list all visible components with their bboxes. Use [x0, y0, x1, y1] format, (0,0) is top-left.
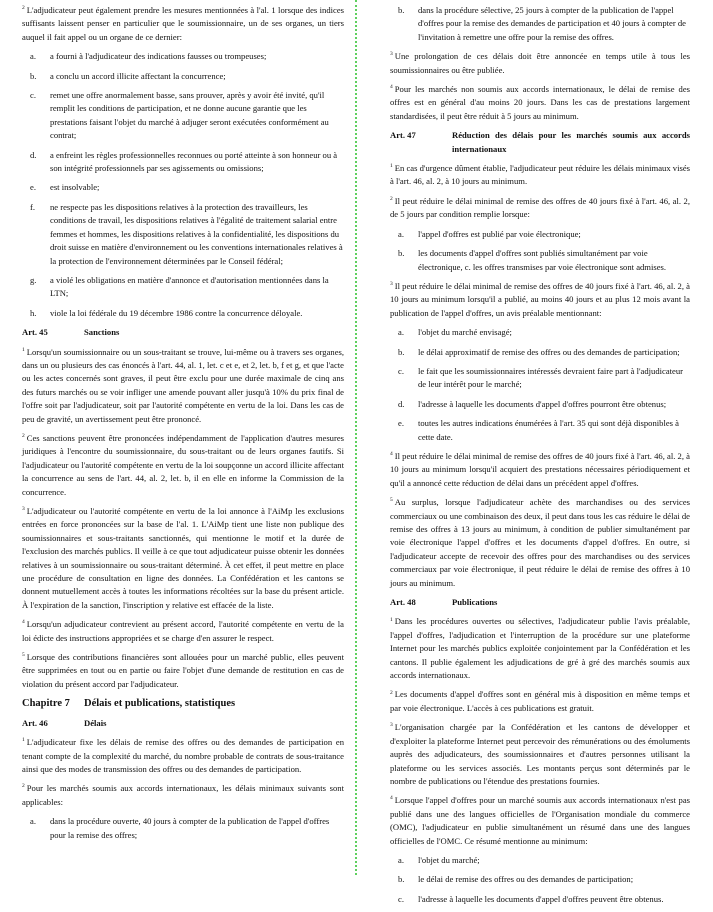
paragraph	[390, 496, 690, 590]
paragraph	[390, 195, 690, 222]
paragraph	[390, 280, 690, 320]
list-item	[22, 89, 344, 143]
article-title: Publications	[452, 597, 498, 608]
paragraph	[22, 618, 344, 645]
paragraph	[22, 432, 344, 499]
list-item-text: les documents d'appel d'offres sont publiés simultanément par voie électronique, c. les offres transmises par voie électronique sont admises.	[418, 248, 667, 272]
paragraph	[390, 794, 690, 848]
list-item	[390, 873, 690, 886]
list-item-text: a violé les obligations en matière d'annonce et d'autorisation mentionnées dans la LTN;	[50, 274, 329, 299]
art48-list	[390, 854, 690, 906]
para-number: 4	[390, 451, 393, 458]
list-item	[22, 274, 344, 301]
article-heading	[22, 326, 344, 339]
list-item-label: a.	[30, 51, 36, 62]
list-item	[390, 4, 690, 44]
paragraph	[390, 688, 690, 715]
paragraph	[390, 83, 690, 123]
art46-paragraphs	[22, 736, 344, 809]
para-number: 1	[22, 346, 25, 353]
para-text: L'adjudicateur peut également prendre les mesures mentionnées à l'al. 1 lorsque des indices suffisants laissent penser en particulier que le soumissionnaire, un de ses organes, un tiers auquel il fait appel ou un organe de ce dernier:	[22, 5, 344, 42]
para-text: Ces sanctions peuvent être prononcées indépendamment de l'application d'autres mesures juridiques à l'encontre du soumissionnaire, du sous-traitant ou de leurs organes fautifs. Si l'adjudicateur ou l'autorité compétente en vertu de la loi soupçonne un accord illicite affectant la concurrence au sens de l'art. 44, al. 2, let. b, il en elle en informe la Commission de la concurrence.	[22, 432, 344, 497]
art46-list-continued	[390, 4, 690, 44]
list-item	[390, 247, 690, 274]
paragraph	[22, 505, 344, 612]
chapter-number: Chapitre 7	[22, 698, 70, 710]
list-item	[390, 365, 690, 392]
para-number: 3	[390, 722, 393, 729]
para-text: Les documents d'appel d'offres sont en général mis à disposition en même temps et par voie électronique. L'accès à ces publications est gratuit.	[390, 689, 690, 713]
paragraph	[390, 721, 690, 788]
list-item-label: b.	[30, 70, 37, 81]
list-item-label: b.	[398, 248, 405, 259]
list-item	[22, 181, 344, 194]
list-item-label: c.	[398, 365, 404, 376]
para-number: 5	[22, 652, 25, 659]
paragraph	[22, 736, 344, 776]
para-number: 2	[22, 5, 25, 12]
para-text: Lorsque l'appel d'offres pour un marché soumis aux accords internationaux n'est pas publié dans une des langues officielles de l'Organisation mondiale du commerce (OMC), l'adjudicateur en publie simultanément un résumé dans une des langues officielles de l'OMC. Ce résumé mentionne au minimum:	[390, 795, 690, 846]
list-item	[22, 201, 344, 268]
art45-paragraphs	[22, 346, 344, 692]
article-title: Sanctions	[84, 327, 120, 338]
left-column	[22, 4, 344, 848]
paragraph	[390, 615, 690, 682]
list-item-label: c.	[30, 90, 36, 101]
paragraph	[390, 50, 690, 77]
art46-paragraphs-continued	[390, 50, 690, 123]
para-number: 2	[390, 689, 393, 696]
article-number: Art. 46	[22, 717, 48, 728]
list-item-label: a.	[398, 228, 404, 239]
para-text: Pour les marchés soumis aux accords internationaux, les délais minimaux suivants sont applicables:	[22, 783, 344, 807]
para-text: Une prolongation de ces délais doit être annoncée en temps utile à tous les soumissionnaires ou être publiée.	[390, 51, 690, 75]
list-item-text: le délai de remise des offres ou des demandes de participation;	[418, 874, 634, 885]
list-item-text: l'adresse à laquelle les documents d'appel d'offres peuvent être obtenus.	[418, 893, 664, 904]
article-number: Art. 47	[390, 130, 416, 141]
list-item-label: g.	[30, 274, 37, 285]
para-number: 2	[22, 433, 25, 440]
list-item	[22, 50, 344, 63]
art47-para-4	[390, 450, 690, 490]
para-number: 1	[22, 737, 25, 744]
art44-list	[22, 50, 344, 320]
list-item-text: toutes les autres indications énumérées à l'art. 35 qui sont déjà disponibles à cette date.	[418, 418, 679, 442]
article-heading	[22, 717, 344, 730]
article-number: Art. 45	[22, 327, 48, 338]
list-item-text: a enfreint les règles professionnelles reconnues ou porté atteinte à son honneur ou à son intégrité professionnels par ses agissements ou omissions;	[50, 149, 338, 174]
list-item	[390, 398, 690, 411]
list-item-label: b.	[398, 874, 405, 885]
list-item-label: a.	[398, 854, 404, 865]
para-number: 4	[390, 795, 393, 802]
list-item-text: l'appel d'offres est publié par voie électronique;	[418, 228, 581, 239]
list-item	[390, 228, 690, 241]
art46-list	[22, 815, 344, 842]
art47-para-1	[390, 162, 690, 189]
list-item	[22, 70, 344, 83]
list-item-label: e.	[30, 182, 36, 193]
para-number: 2	[390, 196, 393, 203]
para-text: L'adjudicateur fixe les délais de remise des offres ou des demandes de participation en tenant compte de la complexité du marché, du nombre probable de contrats de sous-traitance ainsi que des modes de transmission des offres ou des demandes de participation.	[22, 737, 344, 774]
para-text: L'adjudicateur ou l'autorité compétente en vertu de la loi annonce à l'AiMp les exclusions entrées en force prononcées sur la base de l'al. 1. L'AiMp tient une liste non publique des soumissionnaires et sous-traitants sanctionnés, qui mentionne le motif et la durée de l'exclusion des marchés publics. Il veille à ce que tout adjudicateur puisse obtenir les données relatives à un soumissionnaire ou sous-traitant déterminé. À cet effet, il peut mettre en place une procédure de consultation en ligne des données. La Confédération et les cantons se donnent mutuellement accès à toutes les informations récoltées sur la base du présent article. À l'expiration de la sanction, l'inscription y relative est effacée de la liste.	[22, 506, 344, 610]
art48-paragraphs	[390, 615, 690, 848]
column-divider	[355, 0, 357, 875]
list-item-label: d.	[398, 398, 405, 409]
art47-list-3	[390, 326, 690, 444]
list-item-label: a.	[398, 327, 404, 338]
paragraph	[22, 782, 344, 809]
list-item-text: a fourni à l'adjudicateur des indications fausses ou trompeuses;	[50, 51, 267, 62]
article-heading	[390, 129, 690, 156]
para-number: 2	[22, 783, 25, 790]
list-item-label: b.	[398, 5, 405, 15]
list-item	[22, 307, 344, 320]
list-item-label: a.	[30, 816, 36, 827]
list-item	[390, 326, 690, 339]
paragraph	[390, 450, 690, 490]
para-text: Au surplus, lorsque l'adjudicateur achète des marchandises ou des services commerciaux ou une combinaison des deux, il peut dans tous les cas réduire le délai de remise des offres à 13 jours au minimum, à condition de publier simultanément par voie électronique l'appel d'offres et les documents d'appel d'offres. En outre, si l'adjudicateur accepte de recevoir des offres pour des marchandises ou des services commerciaux par voie électronique, il peut réduire le délai de remise des offres à 10 jours au minimum.	[390, 497, 690, 588]
list-item-text: est insolvable;	[50, 182, 100, 193]
para-text: Il peut réduire le délai minimal de remise des offres de 40 jours fixé à l'art. 46, al. 2, à 10 jours au minimum lorsqu'il a publié, au moins 40 jours et au plus 12 mois avant la publication de l'appel d'offres, un avis préalable mentionnant:	[390, 280, 690, 318]
art47-para-5	[390, 496, 690, 590]
list-item-text: remet une offre anormalement basse, sans prouver, après y avoir été invité, qu'il remplit les conditions de participation, et ne donne aucune garantie que les prestations faisant l'objet du marché à adjuger seront exécutées conformément au contrat;	[50, 90, 329, 141]
paragraph	[22, 651, 344, 691]
list-item-text: viole la loi fédérale du 19 décembre 1986 contre la concurrence déloyale.	[50, 307, 303, 318]
para-text: Lorsqu'un soumissionnaire ou un sous-traitant se trouve, lui-même ou à travers ses organes, dans un ou plusieurs des cas énoncés à l'art. 44, al. 1, let. c et e, et 2, let. b, f et g, et que l'acte ou les actes concernés sont graves, il peut être exclu pour une durée maximale de cinq ans des futurs marchés ou se voir infliger une amende pouvant aller jusqu'à 10% du prix final de l'offre soit par l'adjudicateur, soit par l'autorité compétente en vertu de la loi. Dans les cas de peu de gravité, un avertissement peut être prononcé.	[22, 346, 344, 424]
list-item-text: dans la procédure ouverte, 40 jours à compter de la publication de l'appel d'offres pour la remise des offres;	[50, 816, 330, 840]
article-title: Réduction des délais pour les marchés soumis aux accords internationaux	[452, 130, 690, 154]
article-number: Art. 48	[390, 597, 416, 608]
list-item	[22, 815, 344, 842]
list-item	[390, 417, 690, 444]
para-number: 4	[390, 84, 393, 91]
chapter-heading	[22, 697, 344, 710]
list-item-label: b.	[398, 346, 405, 357]
list-item-text: l'objet du marché;	[418, 854, 480, 865]
para-text: Lorsqu'un adjudicateur contrevient au présent accord, l'autorité compétente en vertu de la loi édicte des instructions appropriées et se charge d'en assurer le respect.	[22, 619, 344, 643]
para-text: Dans les procédures ouvertes ou sélectives, l'adjudicateur publie l'avis préalable, l'appel d'offres, l'adjudication et l'interruption de la procédure sur une plateforme Internet pour les marchés publics exploitée conjointement par la Confédération et les cantons. Il publie également les adjudications de gré à gré des marchés soumis aux accords internationaux.	[390, 616, 690, 681]
list-item-text: l'adresse à laquelle les documents d'appel d'offres pourront être obtenus;	[418, 398, 667, 409]
art47-para-3	[390, 280, 690, 320]
right-column	[390, 4, 690, 912]
para-text: Il peut réduire le délai minimal de remise des offres de 40 jours fixé à l'art. 46, al. 2, de 5 jours par condition remplie lorsque:	[390, 195, 690, 220]
list-item-label: h.	[30, 307, 37, 318]
list-item-label: c.	[398, 893, 404, 904]
art44-para-2	[22, 4, 344, 44]
para-text: Il peut réduire le délai minimal de remise des offres de 40 jours fixé à l'art. 46, al. 2, à 10 jours au minimum lorsqu'il acquiert des prestations nécessaires périodiquement et qu'il a annoncé cette réduction de délai dans un précédent appel d'offres.	[390, 450, 690, 488]
list-item-text: l'objet du marché envisagé;	[418, 327, 512, 338]
para-number: 3	[390, 281, 393, 288]
paragraph	[22, 346, 344, 426]
list-item-text: a conclu un accord illicite affectant la concurrence;	[50, 70, 226, 81]
list-item-text: le délai approximatif de remise des offres ou des demandes de participation;	[418, 346, 680, 357]
para-number: 4	[22, 619, 25, 626]
para-number: 3	[390, 51, 393, 58]
paragraph	[390, 162, 690, 189]
list-item-label: d.	[30, 149, 37, 160]
list-item-text: dans la procédure sélective, 25 jours à compter de la publication de l'appel d'offres pour la remise des demandes de participation et 40 jours à compter de l'invitation à remettre une offre pour la remise des offres.	[418, 5, 686, 42]
list-item-label: e.	[398, 418, 404, 429]
para-text: L'organisation chargée par la Confédération et les cantons de développer et d'exploiter la plateforme Internet peut percevoir des rémunérations ou des émoluments auprès des adjudicateurs, des soumissionnaires et d'autres personnes utilisant la plateforme ou les services associés. Les montants perçus sont déterminés par le nombre de publications ou l'étendue des prestations fournies.	[390, 722, 690, 786]
list-item-text: ne respecte pas les dispositions relatives à la protection des travailleurs, les conditions de travail, les dispositions relatives à l'égalité de traitement salarial entre femmes et hommes, les dispositions relatives à la confidentialité, les dispositions du droit suisse en matière d'environnement ou les conventions internationales relatives à la protection de l'environnement déterminées par le Conseil fédéral;	[50, 201, 343, 266]
article-title: Délais	[84, 717, 107, 728]
list-item	[390, 854, 690, 867]
para-text: Lorsque des contributions financières sont allouées pour un marché public, elles peuvent être supprimées en tout ou en partie ou faire l'objet d'une demande de restitution en cas de violation du présent accord par l'adjudicateur.	[22, 652, 344, 689]
para-number: 5	[390, 497, 393, 504]
list-item-text: le fait que les soumissionnaires intéressés devraient faire part à l'adjudicateur de leur intérêt pour le marché;	[418, 365, 683, 390]
list-item	[390, 893, 690, 906]
chapter-title: Délais et publications, statistiques	[84, 698, 236, 710]
art47-list-2	[390, 228, 690, 274]
para-number: 1	[390, 163, 393, 170]
list-item	[390, 346, 690, 359]
para-text: Pour les marchés non soumis aux accords internationaux, le délai de remise des offres est en général d'au moins 20 jours. Dans les cas de prestations largement standardisées, il peut être réduit à 5 jours au minimum.	[390, 84, 690, 121]
para-number: 3	[22, 506, 25, 513]
list-item	[22, 149, 344, 176]
para-text: En cas d'urgence dûment établie, l'adjudicateur peut réduire les délais minimaux visés à l'art. 46, al. 2, à 10 jours au minimum.	[390, 163, 690, 187]
art47-para-2	[390, 195, 690, 222]
article-heading	[390, 596, 690, 609]
para-number: 1	[390, 616, 393, 623]
list-item-label: f.	[30, 201, 36, 212]
